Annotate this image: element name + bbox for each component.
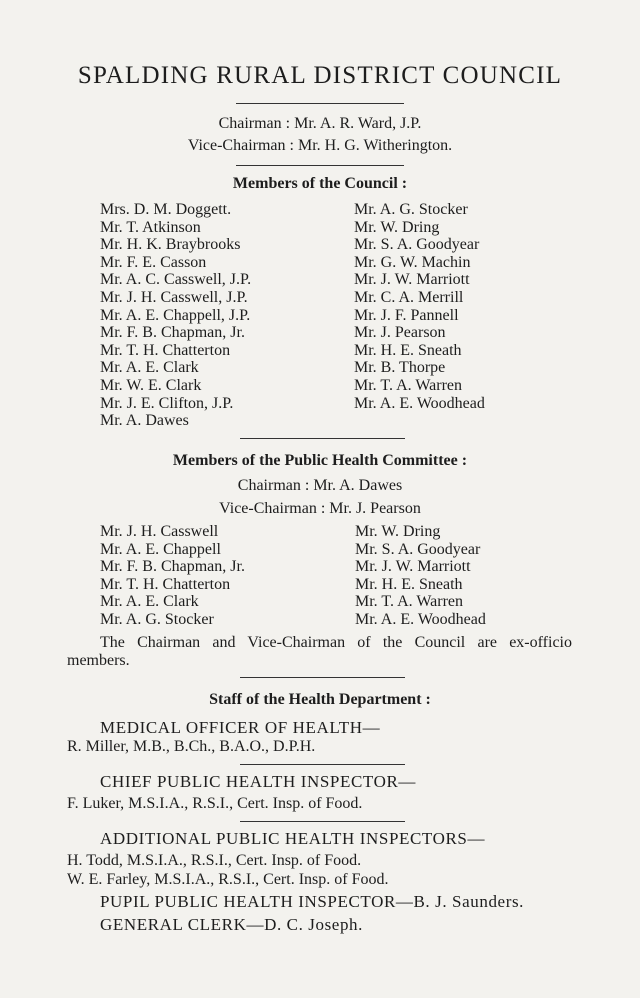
divider xyxy=(236,165,404,166)
committee-member: Mr. T. A. Warren xyxy=(355,593,464,611)
moh-title: MEDICAL OFFICER OF HEALTH— xyxy=(100,718,381,737)
aphi-title: ADDITIONAL PUBLIC HEALTH INSPECTORS— xyxy=(100,829,486,848)
aphi-name: H. Todd, M.S.I.A., R.S.I., Cert. Insp. of Food. xyxy=(67,852,362,869)
divider xyxy=(240,764,405,765)
general-clerk: GENERAL CLERK—D. C. Joseph. xyxy=(100,915,364,934)
moh-name: R. Miller, M.B., B.Ch., B.A.O., D.P.H. xyxy=(67,738,316,755)
council-member: Mr. A. Dawes xyxy=(100,412,189,430)
committee-vice-chairman: Vice-Chairman : Mr. J. Pearson xyxy=(219,500,421,517)
council-member: Mr. J. H. Casswell, J.P. xyxy=(100,288,248,306)
council-members-left-column xyxy=(100,201,251,430)
divider xyxy=(240,438,405,439)
cphi-name: F. Luker, M.S.I.A., R.S.I., Cert. Insp. of Food. xyxy=(67,795,363,812)
council-member: Mr. W. E. Clark xyxy=(100,376,202,394)
council-members-right-column xyxy=(354,201,485,412)
committee-member: Mr. W. Dring xyxy=(355,523,441,540)
council-member: Mr. A. E. Woodhead xyxy=(354,394,485,412)
council-member: Mr. A. C. Casswell, J.P. xyxy=(100,271,252,289)
committee-member: Mr. T. H. Chatterton xyxy=(100,575,231,593)
council-member: Mr. A. E. Chappell, J.P. xyxy=(100,306,251,324)
council-member: Mr. F. B. Chapman, Jr. xyxy=(100,324,245,342)
divider xyxy=(240,677,405,678)
health-committee-heading: Members of the Public Health Committee : xyxy=(172,452,468,469)
council-member: Mr. F. E. Casson xyxy=(100,253,207,271)
council-vice-chairman: Vice-Chairman : Mr. H. G. Witherington. xyxy=(187,137,453,154)
council-member: Mr. J. W. Marriott xyxy=(354,271,470,289)
committee-member: Mr. J. W. Marriott xyxy=(355,558,471,576)
cphi-title: CHIEF PUBLIC HEALTH INSPECTOR— xyxy=(100,772,417,791)
committee-members-left-column xyxy=(100,523,245,629)
council-member: Mr. G. W. Machin xyxy=(354,253,471,271)
committee-member: Mr. F. B. Chapman, Jr. xyxy=(100,558,245,576)
council-member: Mr. J. E. Clifton, J.P. xyxy=(100,394,234,412)
divider xyxy=(240,821,405,822)
committee-members-right-column xyxy=(355,523,486,629)
committee-member: Mr. A. E. Woodhead xyxy=(355,610,486,628)
pupil-inspector: PUPIL PUBLIC HEALTH INSPECTOR—B. J. Saunders. xyxy=(100,892,525,911)
council-member: Mr. S. A. Goodyear xyxy=(354,236,480,254)
council-member: Mr. T. H. Chatterton xyxy=(100,341,231,359)
committee-member: Mr. A. E. Chappell xyxy=(100,540,221,558)
council-member: Mr. H. E. Sneath xyxy=(354,341,462,359)
committee-member: Mr. A. E. Clark xyxy=(100,593,199,611)
council-member: Mr. B. Thorpe xyxy=(354,359,446,377)
committee-member: Mr. J. H. Casswell xyxy=(100,523,219,540)
council-members-heading: Members of the Council : xyxy=(232,175,408,192)
council-member: Mr. C. A. Merrill xyxy=(354,288,464,306)
aphi-name: W. E. Farley, M.S.I.A., R.S.I., Cert. Insp. of Food. xyxy=(67,871,389,888)
council-member: Mrs. D. M. Doggett. xyxy=(100,201,232,218)
council-member: Mr. A. E. Clark xyxy=(100,359,199,377)
page-title: SPALDING RURAL DISTRICT COUNCIL xyxy=(77,62,563,89)
council-member: Mr. W. Dring xyxy=(354,218,440,236)
council-member: Mr. T. Atkinson xyxy=(100,218,201,236)
council-member: Mr. A. G. Stocker xyxy=(354,201,468,218)
committee-member: Mr. S. A. Goodyear xyxy=(355,540,481,558)
committee-chairman: Chairman : Mr. A. Dawes xyxy=(237,477,403,494)
council-member: Mr. J. F. Pannell xyxy=(354,306,459,324)
council-member: Mr. T. A. Warren xyxy=(354,376,463,394)
council-member: Mr. J. Pearson xyxy=(354,324,446,342)
committee-member: Mr. H. E. Sneath xyxy=(355,575,463,593)
council-member: Mr. H. K. Braybrooks xyxy=(100,236,241,254)
ex-officio-note: The Chairman and Vice-Chairman of the Council are ex-officio members. xyxy=(67,634,572,669)
committee-member: Mr. A. G. Stocker xyxy=(100,610,214,628)
divider xyxy=(236,103,404,104)
staff-heading: Staff of the Health Department : xyxy=(209,691,431,708)
council-chairman: Chairman : Mr. A. R. Ward, J.P. xyxy=(218,115,422,132)
